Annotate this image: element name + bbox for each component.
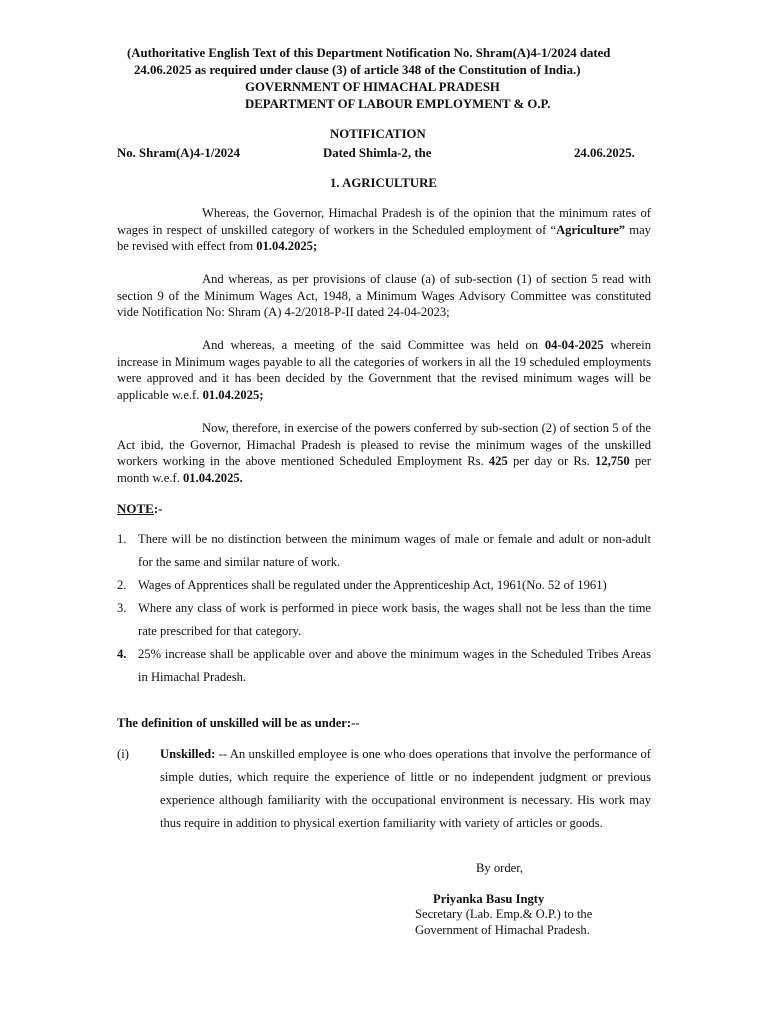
- paragraph-whereas-3: [117, 337, 651, 403]
- government-heading: GOVERNMENT OF HIMACHAL PRADESH: [245, 80, 500, 94]
- signatory-designation: Secretary (Lab. Emp.& O.P.) to the: [415, 907, 593, 921]
- notification-place: Dated Shimla-2, the: [323, 146, 432, 160]
- authoritative-text-line1: (Authoritative English Text of this Department Notification No. Shram(A)4-1/2024 dated: [127, 46, 611, 60]
- p4-monthly-wage: 12,750: [595, 454, 630, 469]
- p4-daily-wage: 425: [488, 454, 508, 469]
- p3-effective-date: 01.04.2025;: [202, 387, 264, 402]
- paragraph-whereas-2: [117, 271, 651, 321]
- p3-text-b: wherein increase in Minimum wages payable to all the categories of workers in all the 19 scheduled employments were approved and it has been decided by the Government that the revised minimum wages will be applicable w.e.f.: [117, 338, 651, 402]
- p3-meeting-date: 04-04-2025: [544, 338, 604, 352]
- section-heading: 1. AGRICULTURE: [330, 176, 437, 190]
- definition-text: -- An unskilled employee is one who does operations that involve the performance of simple duties, which require the experience of little or no independent judgment or previous experience although familiarity with the occupational environment is necessary. His work may thus require in addition to physical exertion familiarity with variety of articles or goods.: [160, 747, 651, 830]
- p1-text: Whereas, the Governor, Himachal Pradesh is of the opinion that the minimum rates of wages in respect of unskilled category of workers in the Scheduled employment of “: [117, 206, 651, 237]
- paragraph-whereas-1: [117, 205, 651, 255]
- note-item-text: Where any class of work is performed in piece work basis, the wages shall not be less than the time rate prescribed for that category.: [138, 601, 651, 638]
- note-item-number: 2.: [117, 578, 127, 592]
- note-item-text: There will be no distinction between the minimum wages of male or female and adult or non-adult for the same and similar nature of work.: [138, 532, 651, 569]
- note-item: [117, 528, 651, 574]
- note-heading: [117, 500, 163, 517]
- definition-heading: The definition of unskilled will be as under:--: [117, 716, 360, 730]
- signatory-name: Priyanka Basu Ingty: [433, 892, 545, 906]
- by-order: By order,: [476, 861, 524, 875]
- p4-text-a: Now, therefore, in exercise of the powers conferred by sub-section (2) of section 5 of the Act ibid, the Governor, Himachal Pradesh is pleased to revise the minimum wages of the unskilled workers working in the above mentioned Scheduled Employment Rs.: [117, 421, 651, 469]
- authoritative-text-line2: 24.06.2025 as required under clause (3) of article 348 of the Constitution of India.): [134, 63, 581, 77]
- note-item-number: 1.: [117, 532, 127, 546]
- p1-text-b: may be revised with effect from: [117, 222, 651, 254]
- note-item: [117, 643, 651, 689]
- definition-term: Unskilled:: [160, 747, 216, 761]
- notification-title: NOTIFICATION: [330, 127, 426, 141]
- department-heading: DEPARTMENT OF LABOUR EMPLOYMENT & O.P.: [245, 97, 551, 111]
- p1-agriculture: Agriculture”: [556, 222, 626, 237]
- note-item-text: Wages of Apprentices shall be regulated under the Apprenticeship Act, 1961(No. 52 of 1961): [138, 578, 607, 592]
- p1-date: 01.04.2025;: [256, 239, 318, 254]
- notification-number: No. Shram(A)4-1/2024: [117, 146, 240, 160]
- p3-text-a: And whereas, a meeting of the said Committee was held on: [202, 338, 545, 352]
- paragraph-now-therefore: [117, 420, 651, 486]
- notification-date: 24.06.2025.: [574, 146, 635, 160]
- p4-text-c: per month w.e.f.: [117, 454, 651, 485]
- p4-text-b: per day or Rs.: [507, 454, 596, 469]
- note-suffix: :-: [153, 501, 163, 516]
- note-item-text: 25% increase shall be applicable over and above the minimum wages in the Scheduled Tribes Areas in Himachal Pradesh.: [138, 647, 651, 684]
- p4-effective-date: 01.04.2025.: [183, 470, 243, 485]
- note-item-number: 4.: [117, 647, 127, 661]
- p2-text: And whereas, as per provisions of clause (a) of sub-section (1) of section 5 read with section 9 of the Minimum Wages Act, 1948, a Minimum Wages Advisory Committee was constituted vide Notification No: Shram (A) 4-2/2018-P-II dated 24-04-2023;: [117, 272, 651, 320]
- note-title: NOTE: [117, 501, 154, 516]
- signatory-office: Government of Himachal Pradesh.: [415, 923, 590, 937]
- note-item-number: 3.: [117, 601, 127, 615]
- note-item: [117, 574, 651, 597]
- definition-body: [160, 743, 651, 835]
- definition-number: (i): [117, 747, 129, 761]
- note-item: [117, 597, 651, 643]
